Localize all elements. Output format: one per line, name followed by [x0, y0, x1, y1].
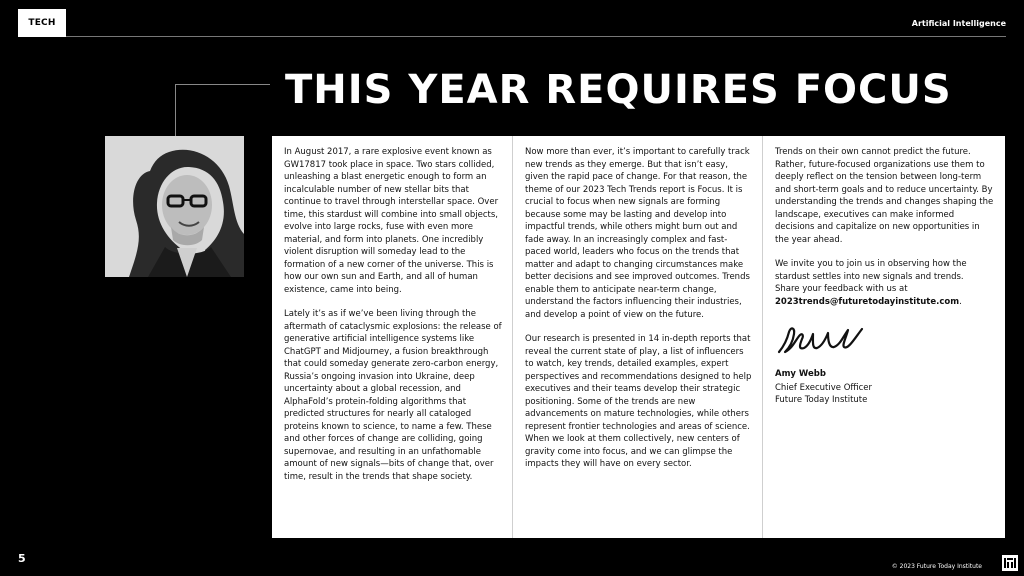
- text-column-2: [512, 136, 762, 538]
- signature-organization: Future Today Institute: [775, 395, 868, 405]
- column-1-paragraph-2: Lately it’s as if we’ve been living through the aftermath of cataclysmic explosions: the release of generative artificial intelligence systems like ChatGPT and Midjourney, a fusion breakthrough that could someday generate zero-carbon energy, Russia’s ongoing invasion into Ukraine, deep uncertainty about a global recession, and AlphaFold’s protein-folding algorithms that predicted structures for nearly all cataloged proteins known to science, to name a few. These and other forces of change are colliding, going supernovae, and resulting in an unfathomable amount of new signals—bits of change that, over time, result in the trends that shape society.: [284, 309, 502, 482]
- fti-logo-icon: [1002, 555, 1018, 571]
- text-column-1: [272, 136, 512, 538]
- signature-name: Amy Webb: [775, 369, 826, 379]
- signature-icon: [775, 320, 995, 364]
- feedback-email-link[interactable]: 2023trends@futuretodayinstitute.com: [775, 296, 960, 307]
- column-2-paragraph-1: Now more than ever, it’s important to carefully track new trends as they emerge. But that isn’t easy, given the rapid pace of change. For that reason, the theme of our 2023 Tech Trends report is Focus. It is crucial to focus when new signals are forming because some may be lasting and develop into impactful trends, while others might burn out and fade away. In an increasingly complex and fast-paced world, leaders who focus on the trends that matter and adapt to changing circumstances make better decisions and see improved outcomes. Trends enable them to anticipate near-term change, understand the factors influencing their industries, and develop a point of view on the future.: [525, 147, 750, 320]
- decorative-line-left: [175, 84, 176, 136]
- content-panel: [272, 136, 1005, 538]
- section-label: Artificial Intelligence: [911, 19, 1006, 28]
- text-column-3: [762, 136, 1005, 538]
- portrait-photo: [105, 136, 244, 277]
- column-1-paragraph-1: In August 2017, a rare explosive event known as GW17817 took place in space. Two stars collided, unleashing a blast energetic enough to form an incalculable number of new stellar bits that continue to travel through interstellar space. Over time, this stardust will combine into small objects, evolve into large rocks, fuse with even more material, and form into planets. One incredibly violent disruption will someday lead to the formation of a new corner of the universe. This is how our own sun and Earth, and all of human existence, came into being.: [284, 147, 499, 295]
- signature-title: Chief Executive Officer: [775, 382, 872, 393]
- column-3-paragraph-1: Trends on their own cannot predict the future. Rather, future-focused organizations use them to deeply reflect on the tension between long-term and short-term goals and to reduce uncertainty. By understanding the trends and changes shaping the landscape, executives can make informed decisions and capitalize on new opportunities in the year ahead.: [775, 147, 994, 245]
- copyright: © 2023 Future Today Institute: [891, 563, 982, 570]
- page-title: THIS YEAR REQUIRES FOCUS: [285, 67, 952, 113]
- feedback-text: Share your feedback with us at: [775, 284, 908, 294]
- page-number: 5: [18, 552, 26, 565]
- header-divider: [66, 36, 1006, 37]
- column-2-paragraph-2: Our research is presented in 14 in-depth reports that reveal the current state of play, a list of influencers to watch, key trends, detailed examples, expert perspectives and recommendations designed to help executives and their teams develop their strategic positioning. Some of the trends are new advancements on mature technologies, while others represent frontier technologies and areas of science. When we look at them collectively, new centers of gravity come into focus, and we can glimpse the impacts they will have on every sector.: [525, 334, 752, 469]
- column-3-paragraph-2: [775, 258, 995, 308]
- section-tab: TECH: [18, 9, 66, 37]
- email-period: .: [959, 296, 962, 307]
- decorative-line-top: [175, 84, 270, 85]
- invitation-text: We invite you to join us in observing how the stardust settles into new signals and trends.: [775, 259, 967, 282]
